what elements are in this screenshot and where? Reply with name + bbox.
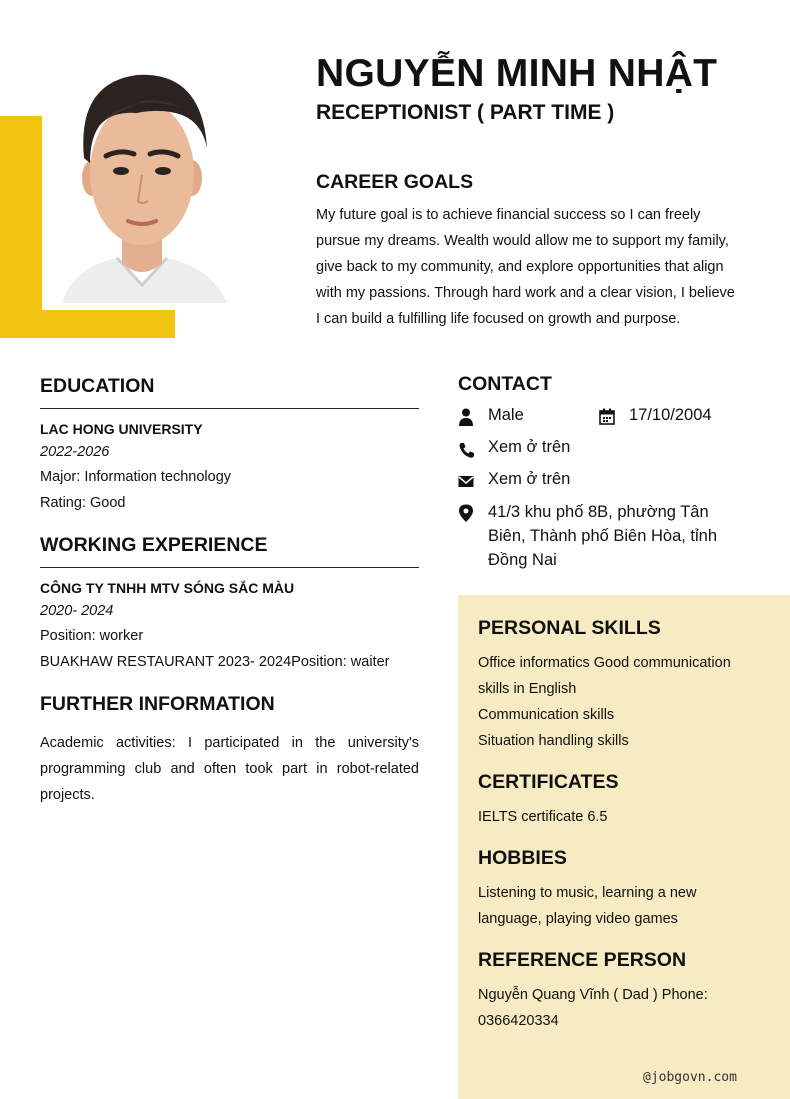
- contact-title: CONTACT: [458, 373, 552, 395]
- skill-line: skills in English: [478, 681, 577, 697]
- skill-line: Situation handling skills: [478, 733, 629, 749]
- education-major: Major: Information technology: [40, 469, 232, 485]
- profile-photo: [42, 53, 242, 303]
- career-line: give back to my community, and explore opportunities that align: [316, 259, 724, 275]
- contact-address: 41/3 khu phố 8B, phường Tân Biên, Thành phố Biên Hòa, tỉnh Đồng Nai: [488, 503, 718, 569]
- accent-bar-vertical: [0, 116, 42, 338]
- education-school: LAC HONG UNIVERSITY: [40, 421, 203, 437]
- reference-text: [478, 982, 763, 1034]
- education-title: EDUCATION: [40, 375, 155, 397]
- hobbies-title: HOBBIES: [478, 847, 567, 869]
- experience-divider: [40, 567, 419, 568]
- location-pin-icon: [458, 504, 474, 522]
- career-line: with my passions. Through hard work and a clear vision, I believe: [316, 285, 735, 301]
- career-line: My future goal is to achieve financial success so I can freely: [316, 207, 701, 223]
- reference-line: Nguyễn Quang Vĩnh ( Dad ) Phone:: [478, 987, 708, 1003]
- hobby-line: language, playing video games: [478, 911, 678, 927]
- accent-bar-horizontal: [0, 310, 175, 338]
- contact-phone: Xem ở trên: [488, 438, 571, 456]
- experience-extra: BUAKHAW RESTAURANT 2023- 2024Position: waiter: [40, 654, 390, 670]
- reference-title: REFERENCE PERSON: [478, 949, 687, 971]
- contact-birthday: 17/10/2004: [629, 406, 712, 424]
- further-text: Academic activities: I participated in the university's programming club and often took part in robot-related projects.: [40, 735, 419, 803]
- contact-email: Xem ở trên: [488, 470, 571, 488]
- reference-line: 0366420334: [478, 1013, 559, 1029]
- experience-company: CÔNG TY TNHH MTV SÓNG SẮC MÀU: [40, 580, 295, 596]
- hobbies-text: [478, 880, 763, 932]
- career-goals-title: CAREER GOALS: [316, 171, 474, 193]
- skill-line: Communication skills: [478, 707, 615, 723]
- career-goals-text: [316, 202, 752, 332]
- candidate-name: NGUYỄN MINH NHẬT: [316, 52, 718, 95]
- contact-gender: Male: [488, 406, 524, 424]
- mail-icon: [458, 473, 474, 491]
- calendar-icon: [599, 408, 615, 426]
- further-title: FURTHER INFORMATION: [40, 693, 275, 715]
- education-divider: [40, 408, 419, 409]
- certificates-text: IELTS certificate 6.5: [478, 809, 608, 825]
- experience-title: WORKING EXPERIENCE: [40, 534, 268, 556]
- hobby-line: Listening to music, learning a new: [478, 885, 697, 901]
- skills-title: PERSONAL SKILLS: [478, 617, 661, 639]
- experience-position: Position: worker: [40, 628, 144, 644]
- career-line: I can build a fulfilling life focused on growth and purpose.: [316, 311, 681, 327]
- job-title: RECEPTIONIST ( PART TIME ): [316, 101, 615, 124]
- career-line: pursue my dreams. Wealth would allow me to support my family,: [316, 233, 729, 249]
- person-icon: [458, 408, 474, 426]
- skill-line: Office informatics Good communication: [478, 655, 731, 671]
- watermark: @jobgovn.com: [643, 1070, 737, 1085]
- portrait-image: [42, 53, 242, 303]
- skills-list: [478, 650, 763, 754]
- certificates-title: CERTIFICATES: [478, 771, 619, 793]
- education-period: 2022-2026: [40, 444, 110, 460]
- education-rating: Rating: Good: [40, 495, 126, 511]
- experience-period: 2020- 2024: [40, 603, 114, 619]
- phone-icon: [458, 441, 474, 459]
